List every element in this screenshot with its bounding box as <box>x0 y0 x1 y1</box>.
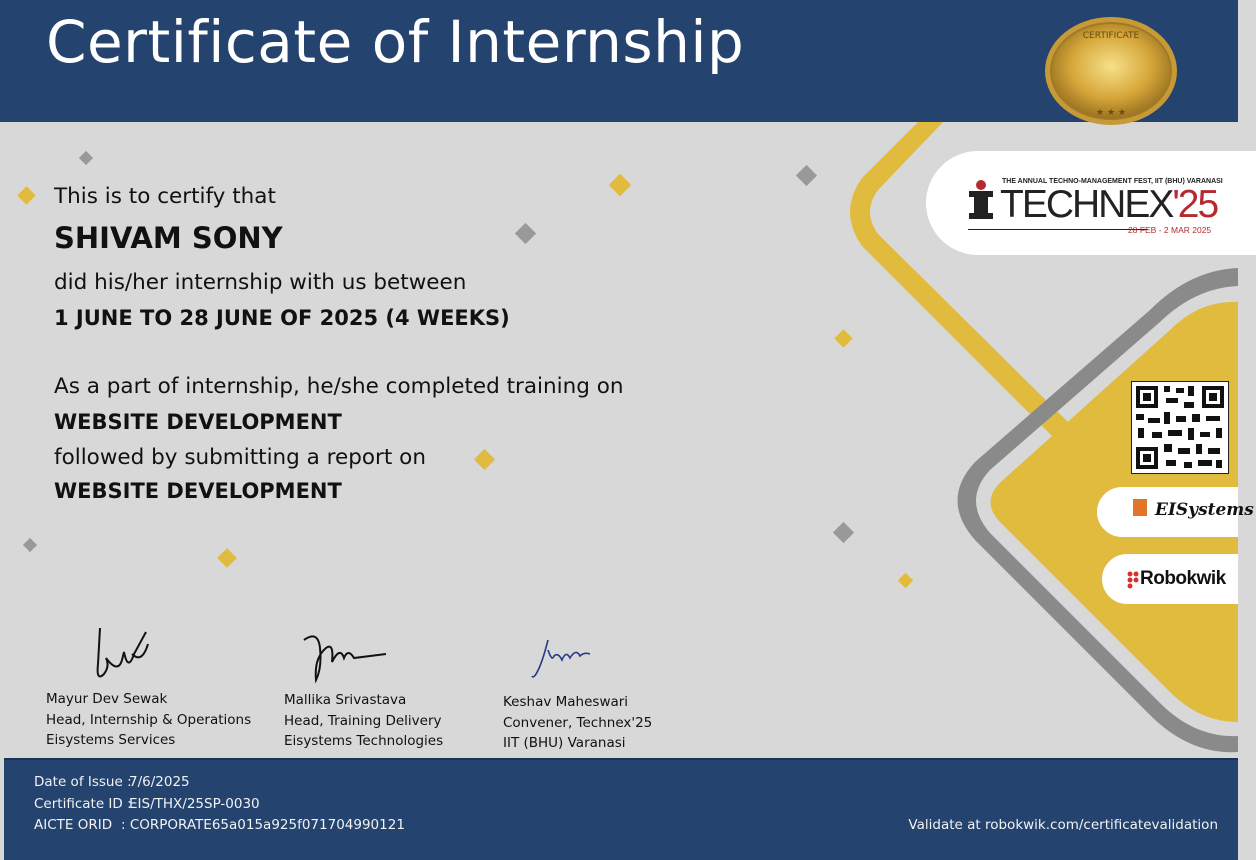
seal-stars: ★ ★ ★ <box>1096 108 1126 118</box>
signatory-3-role: Convener, Technex'25 <box>503 714 653 731</box>
signatory-2-org: Eisystems Technologies <box>284 733 444 749</box>
signatory-3-org: IIT (BHU) Varanasi <box>503 735 626 751</box>
technex-rule <box>968 229 1148 230</box>
training-line: As a part of internship, he/she completed training on <box>54 374 624 399</box>
eisystems-logo-text: EISystems <box>1155 500 1254 520</box>
signatory-1-role: Head, Internship & Operations <box>46 711 252 728</box>
signature-keshav-icon <box>530 636 594 682</box>
certify-line: This is to certify that <box>54 184 276 209</box>
signature-mallika-icon <box>296 628 388 682</box>
issue-date-label: Date of Issue : <box>34 774 132 790</box>
certificate-id-label: Certificate ID : <box>34 796 132 812</box>
signature-mayur-icon <box>88 624 150 686</box>
technex-wordmark <box>1000 183 1217 227</box>
internship-period: 1 JUNE TO 28 JUNE OF 2025 (4 WEEKS) <box>54 306 510 330</box>
robokwik-logo-text: Robokwik <box>1140 568 1226 589</box>
signatory-2-role: Head, Training Delivery <box>284 712 442 729</box>
aicte-orid-value: : CORPORATE65a015a925f071704990121 <box>121 817 405 833</box>
signatory-2-name: Mallika Srivastava <box>284 692 407 708</box>
aicte-orid-label: AICTE ORID <box>34 817 113 833</box>
signatory-1-name: Mayur Dev Sewak <box>46 691 168 707</box>
report-topic: WEBSITE DEVELOPMENT <box>54 479 342 503</box>
robokwik-logo-card <box>1102 554 1238 604</box>
technex-logo-card <box>926 151 1256 255</box>
qr-code-icon <box>1132 382 1228 473</box>
report-line: followed by submitting a report on <box>54 445 426 470</box>
eisystems-mark-icon <box>1133 499 1147 516</box>
eisystems-logo-card <box>1097 487 1254 537</box>
issue-date-value: 7/6/2025 <box>129 774 190 790</box>
certificate-id-value: EIS/THX/25SP-0030 <box>129 796 260 812</box>
signatory-3 <box>503 692 652 754</box>
technex-year: '25 <box>1172 183 1218 226</box>
training-topic: WEBSITE DEVELOPMENT <box>54 410 342 434</box>
technex-dates: 28 FEB - 2 MAR 2025 <box>1128 225 1212 235</box>
signatory-1 <box>46 689 251 751</box>
technex-emblem-icon <box>966 179 996 223</box>
validation-link[interactable]: Validate at robokwik.com/certificatevalidation <box>908 817 1218 833</box>
technex-tagline: THE ANNUAL TECHNO-MANAGEMENT FEST, IIT (BHU) VARANASI <box>1002 178 1223 185</box>
certificate-title: Certificate of Internship <box>46 8 745 76</box>
signatory-1-org: Eisystems Services <box>46 732 176 748</box>
signatory-2 <box>284 690 443 752</box>
recipient-name: SHIVAM SONY <box>54 221 283 255</box>
internship-line: did his/her internship with us between <box>54 270 467 295</box>
gold-seal-icon <box>1044 16 1178 126</box>
qr-code <box>1131 381 1229 474</box>
seal-text: CERTIFICATE <box>1082 31 1140 41</box>
technex-name: TECHNEX <box>1000 183 1173 226</box>
robokwik-dots-icon <box>1127 571 1139 588</box>
signatory-3-name: Keshav Maheswari <box>503 694 629 710</box>
